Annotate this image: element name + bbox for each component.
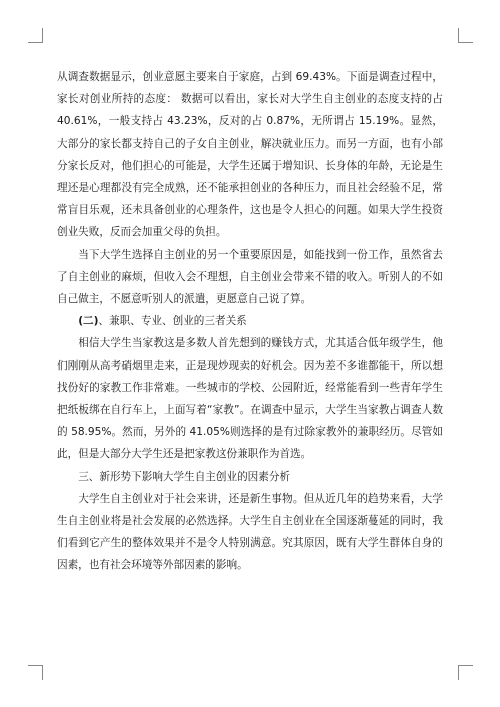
crop-mark-top-right: [458, 28, 473, 43]
heading-title: 、兼职、专业、创业的三者关系: [98, 315, 247, 328]
crop-mark-bottom-left: [28, 665, 43, 680]
document-body: [57, 66, 443, 577]
paragraph-tutoring: 相信大学生当家教这是多数人首先想到的赚钱方式，尤其适合低年级学生，他们刚刚从高考硝烟里走来，正是现炒现卖的好机会。因为差不多谁都能干，所以想找份好的家教工作非常难。一些城市的学校、公园附近，经常能看到一些青年学生把纸板绑在自行车上，上面写着“家教”。在调查中显示，大学生当家教占调查人数的 58.95%。然而，另外的 41.05%则选择的是有过除家教外的兼职经历。尽管如此，但是大部分大学生还是把家教这份兼职作为首选。: [57, 337, 443, 461]
heading-number: (二): [78, 315, 99, 328]
section-heading-part-two: [57, 310, 443, 332]
paragraph-family-attitude: 从调查数据显示，创业意愿主要来自于家庭，占到 69.43%。下面是调查过程中，家长对创业所持的态度： 数据可以看出，家长对大学生自主创业的态度支持的占 40.61%，一般支持占 43.23%，反对的占 0.87%，无所谓占 15.19%。显然，大部分的家长都支持自己的子女自主创业，解决就业压力。而另一方面，也有小部分家长反对，他们担心的可能是，大学生还属于增知识、长身体的年龄，无论是生理还是心理都没有完全成熟，还不能承担创业的各种压力，而且社会经验不足，常常盲目乐观，还未具备创业的心理条件，这也是令人担心的问题。如果大学生投资创业失败，反而会加重父母的负担。: [57, 71, 443, 239]
paragraph-income-reason: 当下大学生选择自主创业的另一个重要原因是，如能找到一份工作，虽然省去了自主创业的麻烦，但收入会不理想，自主创业会带来不错的收入。听别人的不如自己做主，不愿意听别人的派遣，更愿意自己说了算。: [57, 248, 443, 306]
crop-mark-top-left: [28, 28, 43, 43]
section-heading-part-three: 三、新形势下影响大学生自主创业的因素分析: [78, 470, 291, 483]
crop-mark-bottom-right: [458, 665, 473, 680]
paragraph-factors: 大学生自主创业对于社会来讲，还是新生事物。但从近几年的趋势来看，大学生自主创业将是社会发展的必然选择。大学生自主创业在全国逐渐蔓延的同时，我们看到它产生的整体效果并不是令人特别满意。究其原因，既有大学生群体自身的因素，也有社会环境等外部因素的影响。: [57, 492, 443, 572]
